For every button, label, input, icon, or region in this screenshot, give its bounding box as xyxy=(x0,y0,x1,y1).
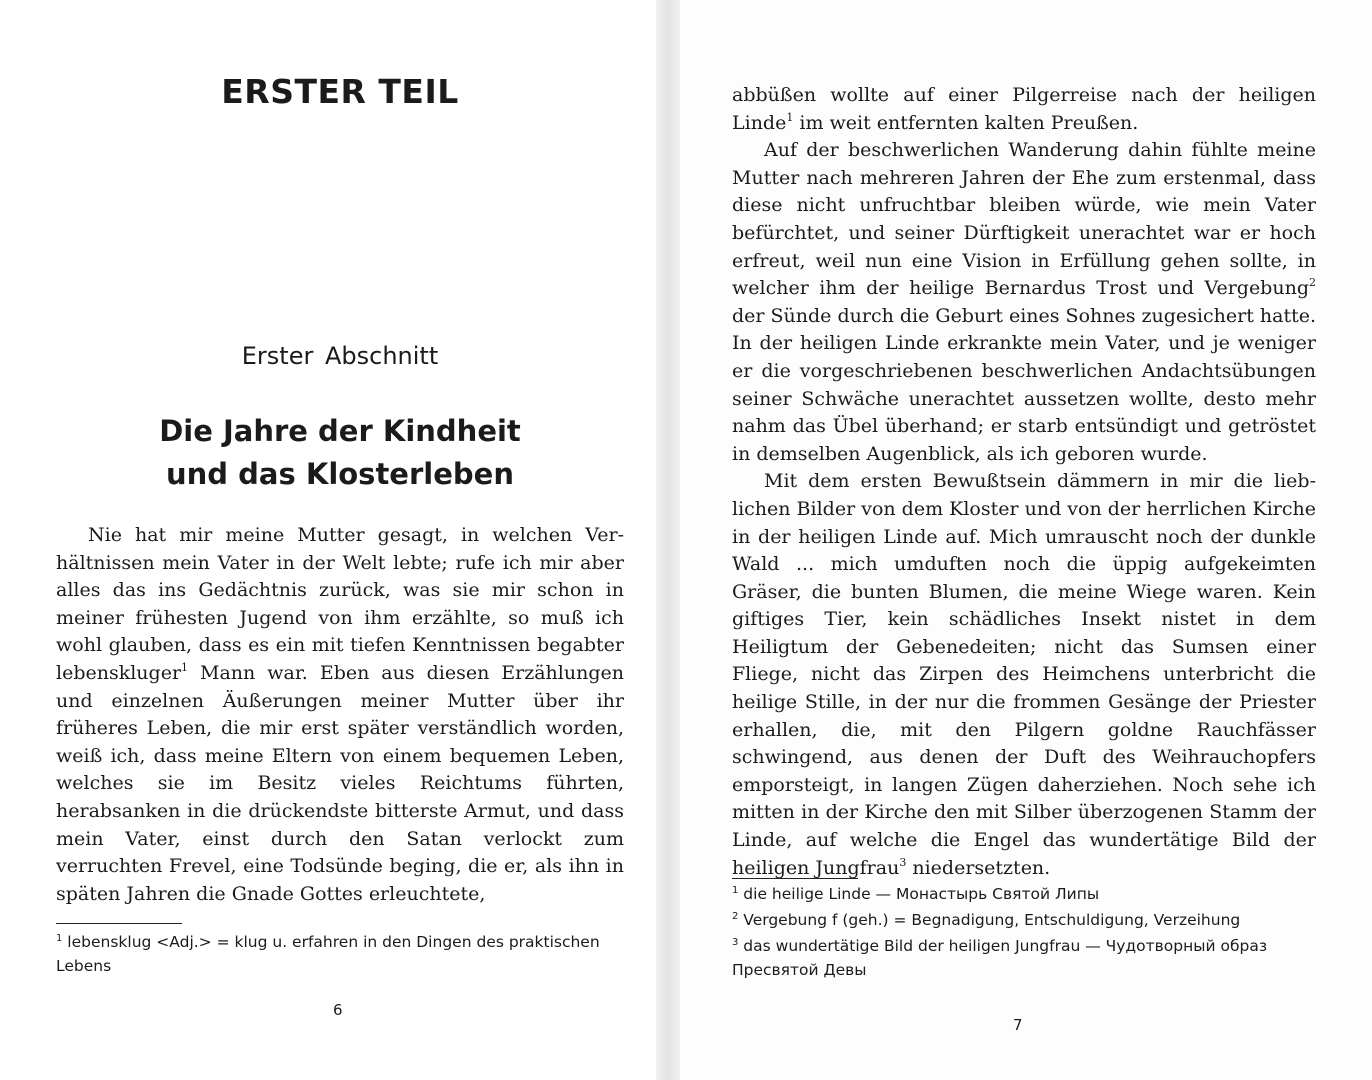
footnote: $^1$ die heilige Linde — Монастырь Святой Липы xyxy=(732,885,1100,903)
left-footnotes xyxy=(56,930,624,978)
footnote: $^2$ Vergebung f (geh.) = Begnadigung, Entschuldigung, Verzeihung xyxy=(732,911,1241,929)
paragraph: Nie hat mir meine Mutter gesagt, in welchen Verhältnissen mein Vater in der Welt lebte; rufe ich mir aber alles das ins Gedächtnis zurück, was sie mir schon in meiner frühesten Jugend von ihm erzählte, so muß ich wohl glauben, dass es ein mit tiefen Kenntnissen begabter lebenskluger$^1$ Mann war. Eben aus diesen Erzählungen und einzelnen Äußerungen meiner Mutter über ihr früheres Leben, die mir erst später verständlich worden, weiß ich, dass meine Eltern von einem bequemen Leben, welches sie im Besitz vieles Reichtums führten, herabsanken in die drückendste bitterste Armut, und dass mein Vater, einst durch den Satan verlockt zum verruchten Frevel, eine Todsünde beging, die er, als ihn in späten Jahren die Gnade Gottes erleuchtete, xyxy=(56,524,624,905)
footnote-ref: 1 xyxy=(786,110,794,124)
footnote: $^1$ lebensklug <Adj.> = klug u. erfahren in den Dingen des praktischen Lebens xyxy=(56,933,600,975)
footnote-ref: 1 xyxy=(181,660,189,674)
chapter-title-line-1: Die Jahre der Kindheit xyxy=(159,414,521,448)
paragraph: Mit dem ersten Bewußtsein dämmern in mir die lieblichen Bilder von dem Kloster und von der herrlichen Kirche in der heiligen Linde auf. Mich umrauscht noch der dunkle Wald ... mich umduften noch die üppig aufgekeimten Gräser, die bunten Blumen, die meine Wiege waren. Kein giftiges Tier, kein schädliches Insekt nistet in dem Heiligtum der Gebenedeiten; nicht das Sumsen einer Fliege, nicht das Zirpen des Heimchens unterbricht die heilige Stille, in der nur die frommen Gesänge der Priester erhallen, die, mit den Pilgern goldne Rauchfässer schwingend, aus denen der Duft des Weihrauchopfers emporsteigt, in langen Zügen daherziehen. Noch sehe ich mitten in der Kirche den mit Silber überzogenen Stamm der Linde, auf welche die Engel das wundertätige Bild der heiligen Jungfrau$^3$ niedersetzten. xyxy=(732,470,1316,879)
footnote-divider xyxy=(56,923,182,924)
paragraph: Auf der beschwerlichen Wanderung dahin fühlte meine Mutter nach mehreren Jahren der Ehe zum erstenmal, dass diese nicht unfruchtbar bleiben würde, wie mein Vater befürchtet, und seiner Dürftigkeit unerachtet war er hoch erfreut, weil nun eine Vision in Erfüllung gehen sollte, in welcher ihm der heilige Bernardus Trost und Vergebung$^2$ der Sünde durch die Geburt eines Sohnes zugesichert hatte. In der heiligen Linde erkrankte mein Vater, und je weniger er die vorgeschriebenen beschwerlichen Andachtsübungen seiner Schwäche unerachtet aussetzen wollte, desto mehr nahm das Übel überhand; er starb entsündigt und getröstet in demselben Augenblick, als ich geboren wurde. xyxy=(732,139,1316,465)
footnote-ref: 3 xyxy=(899,855,907,869)
footnote-marker: 3 xyxy=(732,937,739,948)
footnote-marker: 1 xyxy=(56,933,63,944)
footnote-marker: 2 xyxy=(732,911,739,922)
footnote-divider xyxy=(732,878,858,879)
paragraph: abbüßen wollte auf einer Pilgerreise nach der heiligen Linde$^1$ im weit entfernten kalten Preußen. xyxy=(732,84,1316,134)
section-label: Erster Abschnitt xyxy=(241,342,439,370)
footnote-marker: 1 xyxy=(732,885,739,896)
left-body-text xyxy=(56,522,624,908)
book-gutter xyxy=(656,0,680,1080)
footnote-ref: 2 xyxy=(1309,276,1316,290)
chapter-title-line-2: und das Klosterleben xyxy=(166,457,514,491)
chapter-title xyxy=(0,410,680,496)
part-title: ERSTER TEIL xyxy=(221,72,459,111)
page-number-right: 7 xyxy=(1013,1016,1023,1034)
right-body-text xyxy=(732,82,1316,882)
footnote: $^3$ das wundertätige Bild der heiligen Jungfrau — Чудотворный образ Пресвятой Девы xyxy=(732,937,1268,979)
page-number-left: 6 xyxy=(333,1001,343,1019)
right-footnotes xyxy=(732,882,1316,984)
